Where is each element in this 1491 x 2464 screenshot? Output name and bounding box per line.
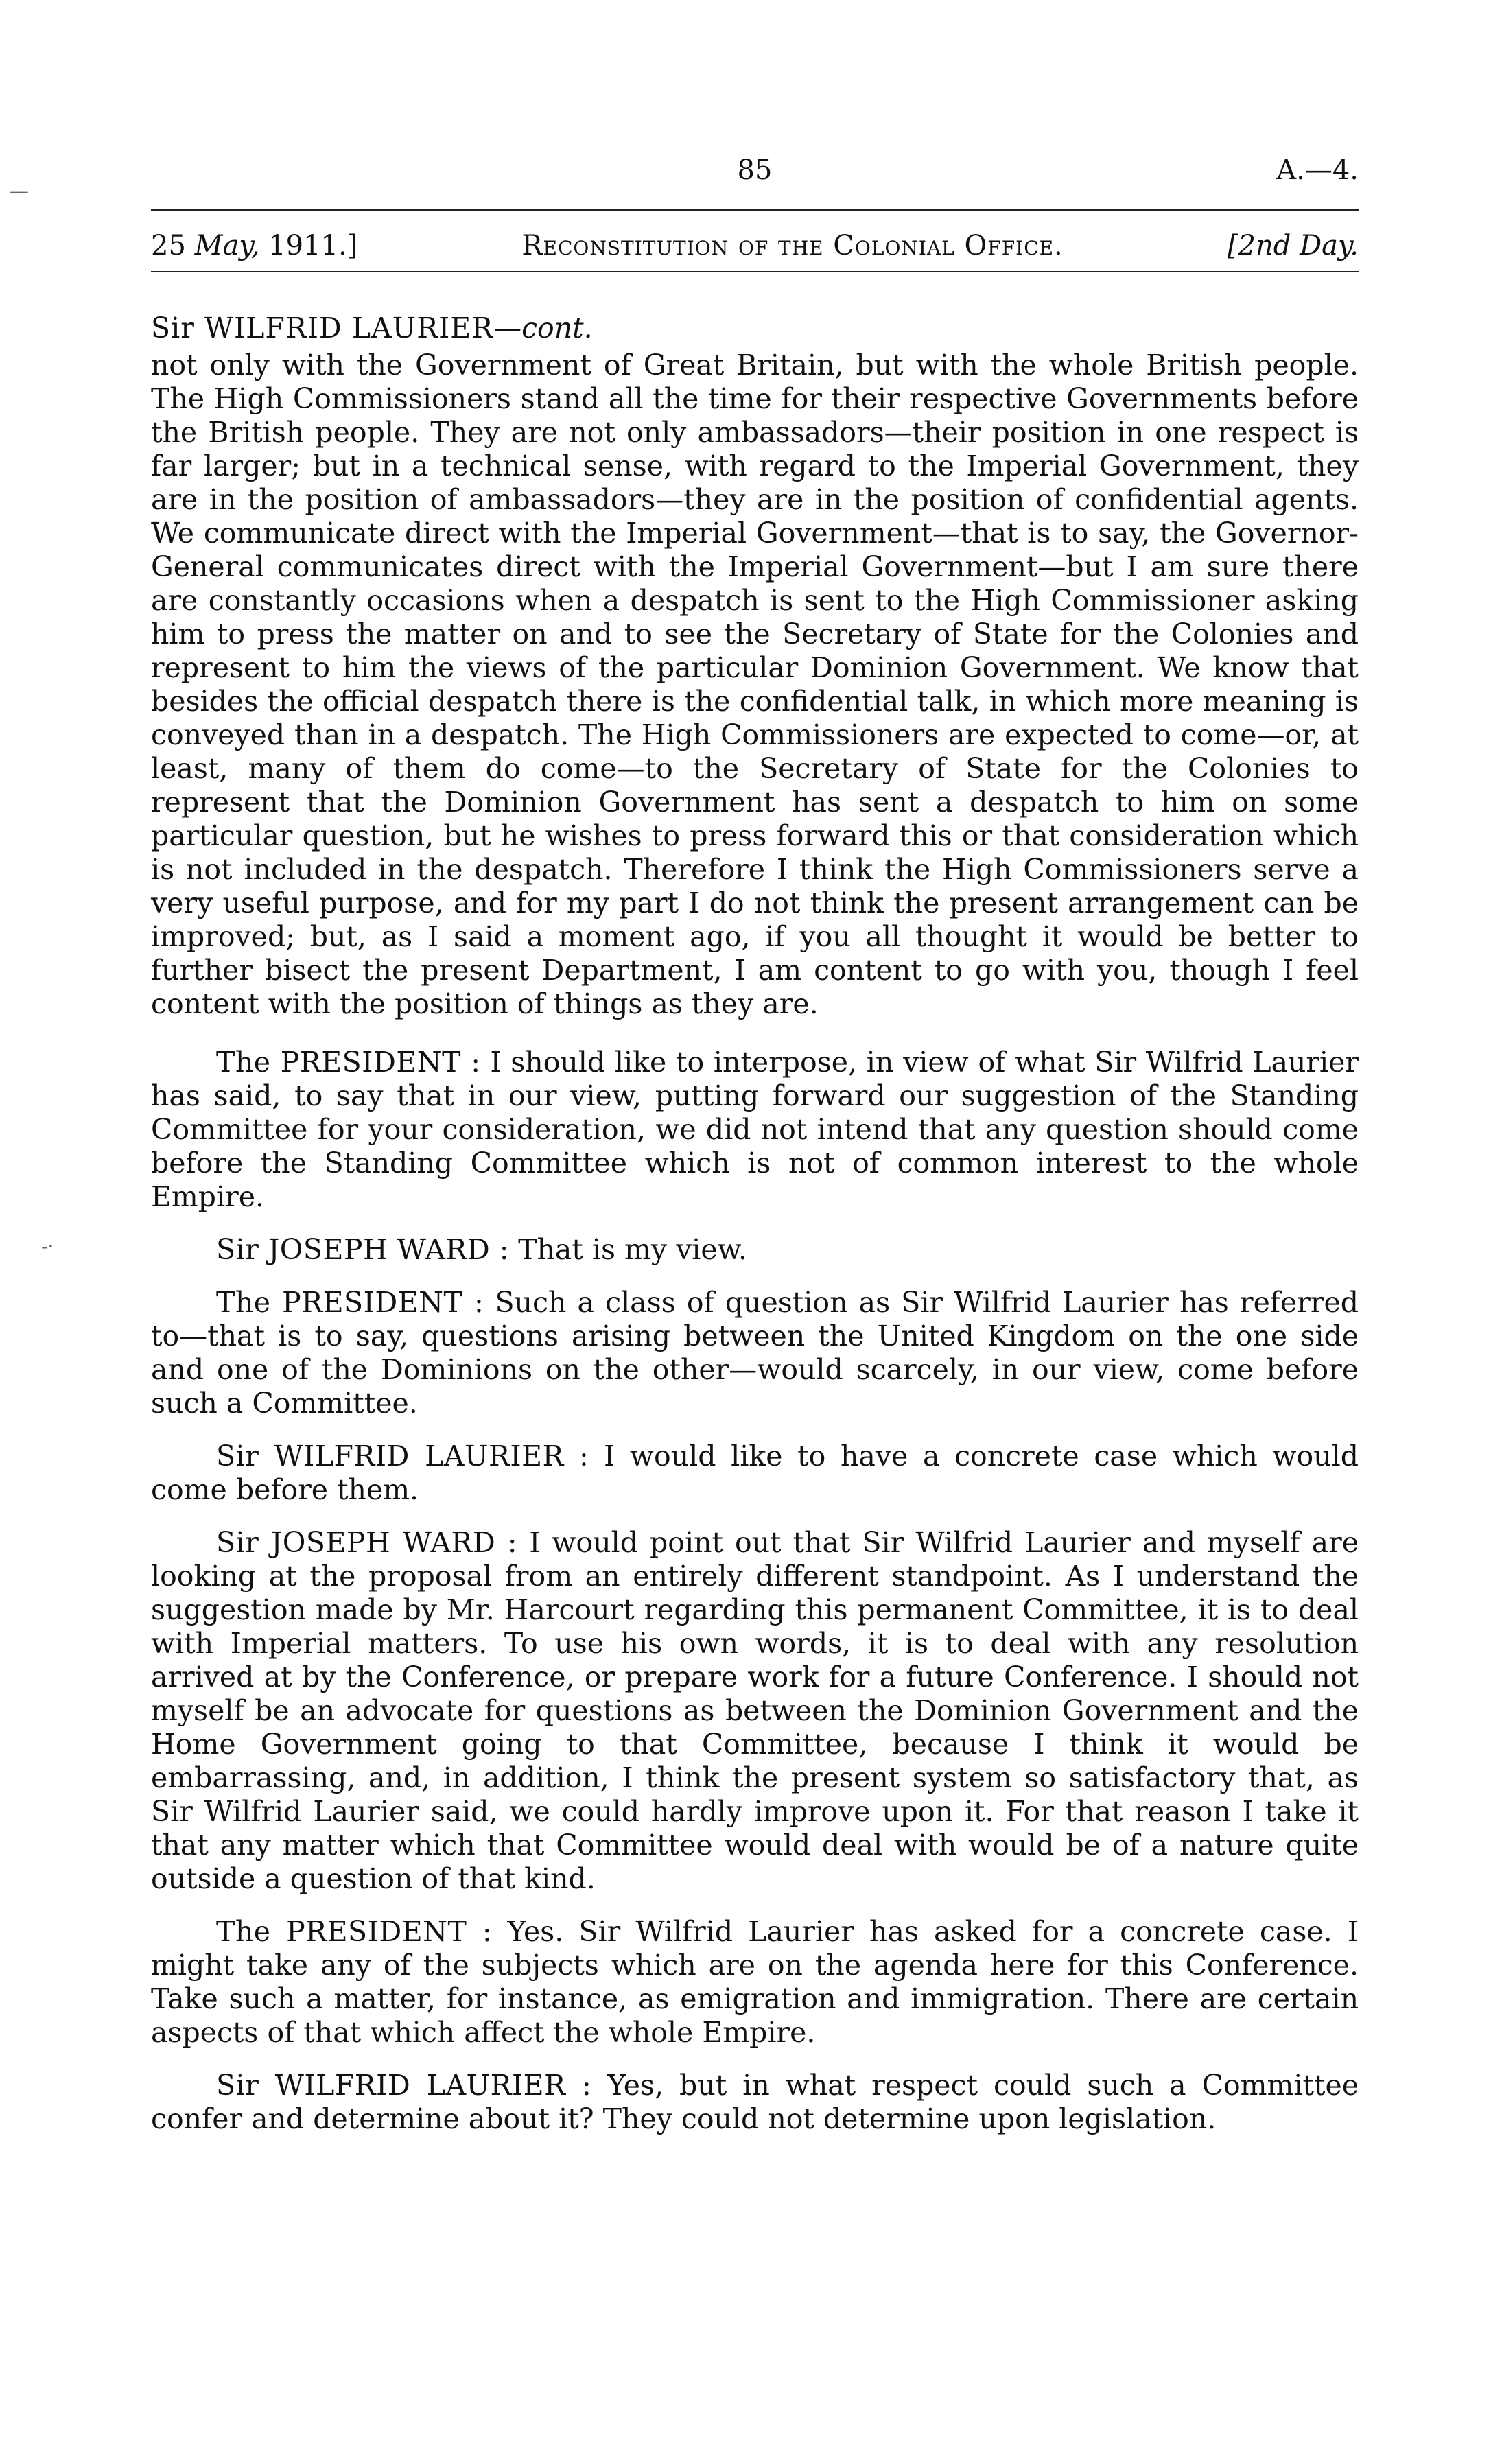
header-day-bracket: [ (1227, 230, 1238, 261)
heading-suffix: —cont. (493, 312, 593, 344)
paragraph-speaker: Sir JOSEPH WARD : (216, 1526, 518, 1559)
margin-mark-top: — (10, 180, 29, 202)
document-code: A.—4. (1276, 154, 1359, 186)
paragraph-speaker: Sir WILFRID LAURIER : (216, 1440, 589, 1472)
header-title: Reconstitution of the Colonial Office. (521, 230, 1064, 261)
paragraph-7 (151, 2069, 1359, 2136)
paragraph-text: I would like to have a concrete case which would come before them. (151, 1440, 1359, 1506)
header-day-word: Day. (1300, 230, 1359, 261)
header-date-year: 1911.] (268, 230, 358, 261)
heading-speaker: Sir WILFRID LAURIER (151, 312, 494, 344)
header-rule-bottom (151, 271, 1359, 272)
paragraph-4 (151, 1440, 1359, 1507)
top-row (151, 154, 1359, 196)
paragraph-speaker: The PRESIDENT : (216, 1046, 481, 1079)
header-date-month: May, (194, 230, 260, 261)
paragraph-text: Such a class of question as Sir Wilfrid Laurier has referred to—that is to say, questions arising between the United Kingdom on the one side and one of the Dominions on the other—would scarcely, in our view, come before such a Committee. (151, 1286, 1359, 1420)
page-number: 85 (737, 154, 773, 186)
header-day (1228, 230, 1359, 261)
paragraph-text: not only with the Government of Great Britain, but with the whole British people. The High Commissioners stand all the time for their respective Governments before the British people. They are not only ambassadors—their position in one respect is far larger; but in a technical sense, with regard to the Imperial Government, they are in the position of ambassadors—they are in the position of confidential agents. We communicate direct with the Imperial Government—that is to say, the Governor-General communicates direct with the Imperial Government—but I am sure there are constantly occasions when a despatch is sent to the High Commissioner asking him to press the matter on and to see the Secretary of State for the Colonies and represent to him the views of the particular Dominion Government. We know that besides the official despatch there is the confidential talk, in which more meaning is conveyed than in a despatch. The High Commissioners are expected to come—or, at least, many of them do come—to the Secretary of State for the Colonies to represent that the Dominion Government has sent a despatch to him on some particular question, but he wishes to press forward this or that consideration which is not included in the despatch. Therefore I think the High Commissioners serve a very useful purpose, and for my part I do not think the present arrangement can be improved; but, as I said a moment ago, if you all thought it would be better to further bisect the present Department, I am content to go with you, though I feel content with the position of things as they are. (151, 349, 1359, 1020)
paragraph-5 (151, 1526, 1359, 1896)
paragraph-3 (151, 1286, 1359, 1420)
paragraph-6 (151, 1915, 1359, 2050)
paragraph-1 (151, 1046, 1359, 1214)
paragraph-speaker: The PRESIDENT : (216, 1915, 493, 1948)
paragraph-speaker: Sir WILFRID LAURIER : (216, 2069, 592, 2102)
paragraph-text: Yes. Sir Wilfrid Laurier has asked for a concrete case. I might take any of the subjects which are on the agenda here for this Conference. Take such a matter, for instance, as emigration and immigration. There are certain aspects of that which affect the whole Empire. (151, 1915, 1359, 2049)
paragraph-text: I should like to interpose, in view of what Sir Wilfrid Laurier has said, to say that in our view, putting forward our suggestion of the Standing Committee for your consideration, we did not intend that any question should come before the Standing Committee which is not of common interest to the whole Empire. (151, 1046, 1359, 1213)
header-day-num: 2nd (1238, 230, 1291, 261)
paragraph-text: Yes, but in what respect could such a Committee confer and determine about it? They could not determine upon legislation. (151, 2069, 1359, 2135)
paragraph-text: That is my view. (518, 1233, 747, 1266)
margin-mark-middle: -· (41, 1235, 54, 1258)
paragraph-0 (151, 349, 1359, 1021)
paragraph-2 (151, 1233, 1359, 1267)
continuation-heading (151, 312, 1359, 344)
running-header (151, 211, 1359, 266)
header-date-day: 25 (151, 230, 186, 261)
document-page (151, 154, 1359, 2136)
paragraph-speaker: Sir JOSEPH WARD : (216, 1233, 510, 1266)
header-date (151, 230, 357, 261)
paragraph-text: I would point out that Sir Wilfrid Laurier and myself are looking at the proposal from an entirely different standpoint. As I understand the suggestion made by Mr. Harcourt regarding this permanent Committee, it is to deal with Imperial matters. To use his own words, it is to deal with any resolution arrived at by the Conference, or prepare work for a future Conference. I should not myself be an advocate for questions as between the Dominion Government and the Home Government going to that Committee, because I think it would be embarrassing, and, in addition, I think the present system so satisfactory that, as Sir Wilfrid Laurier said, we could hardly improve upon it. For that reason I take it that any matter which that Committee would deal with would be of a nature quite outside a question of that kind. (151, 1526, 1359, 1895)
paragraph-speaker: The PRESIDENT : (216, 1286, 484, 1319)
